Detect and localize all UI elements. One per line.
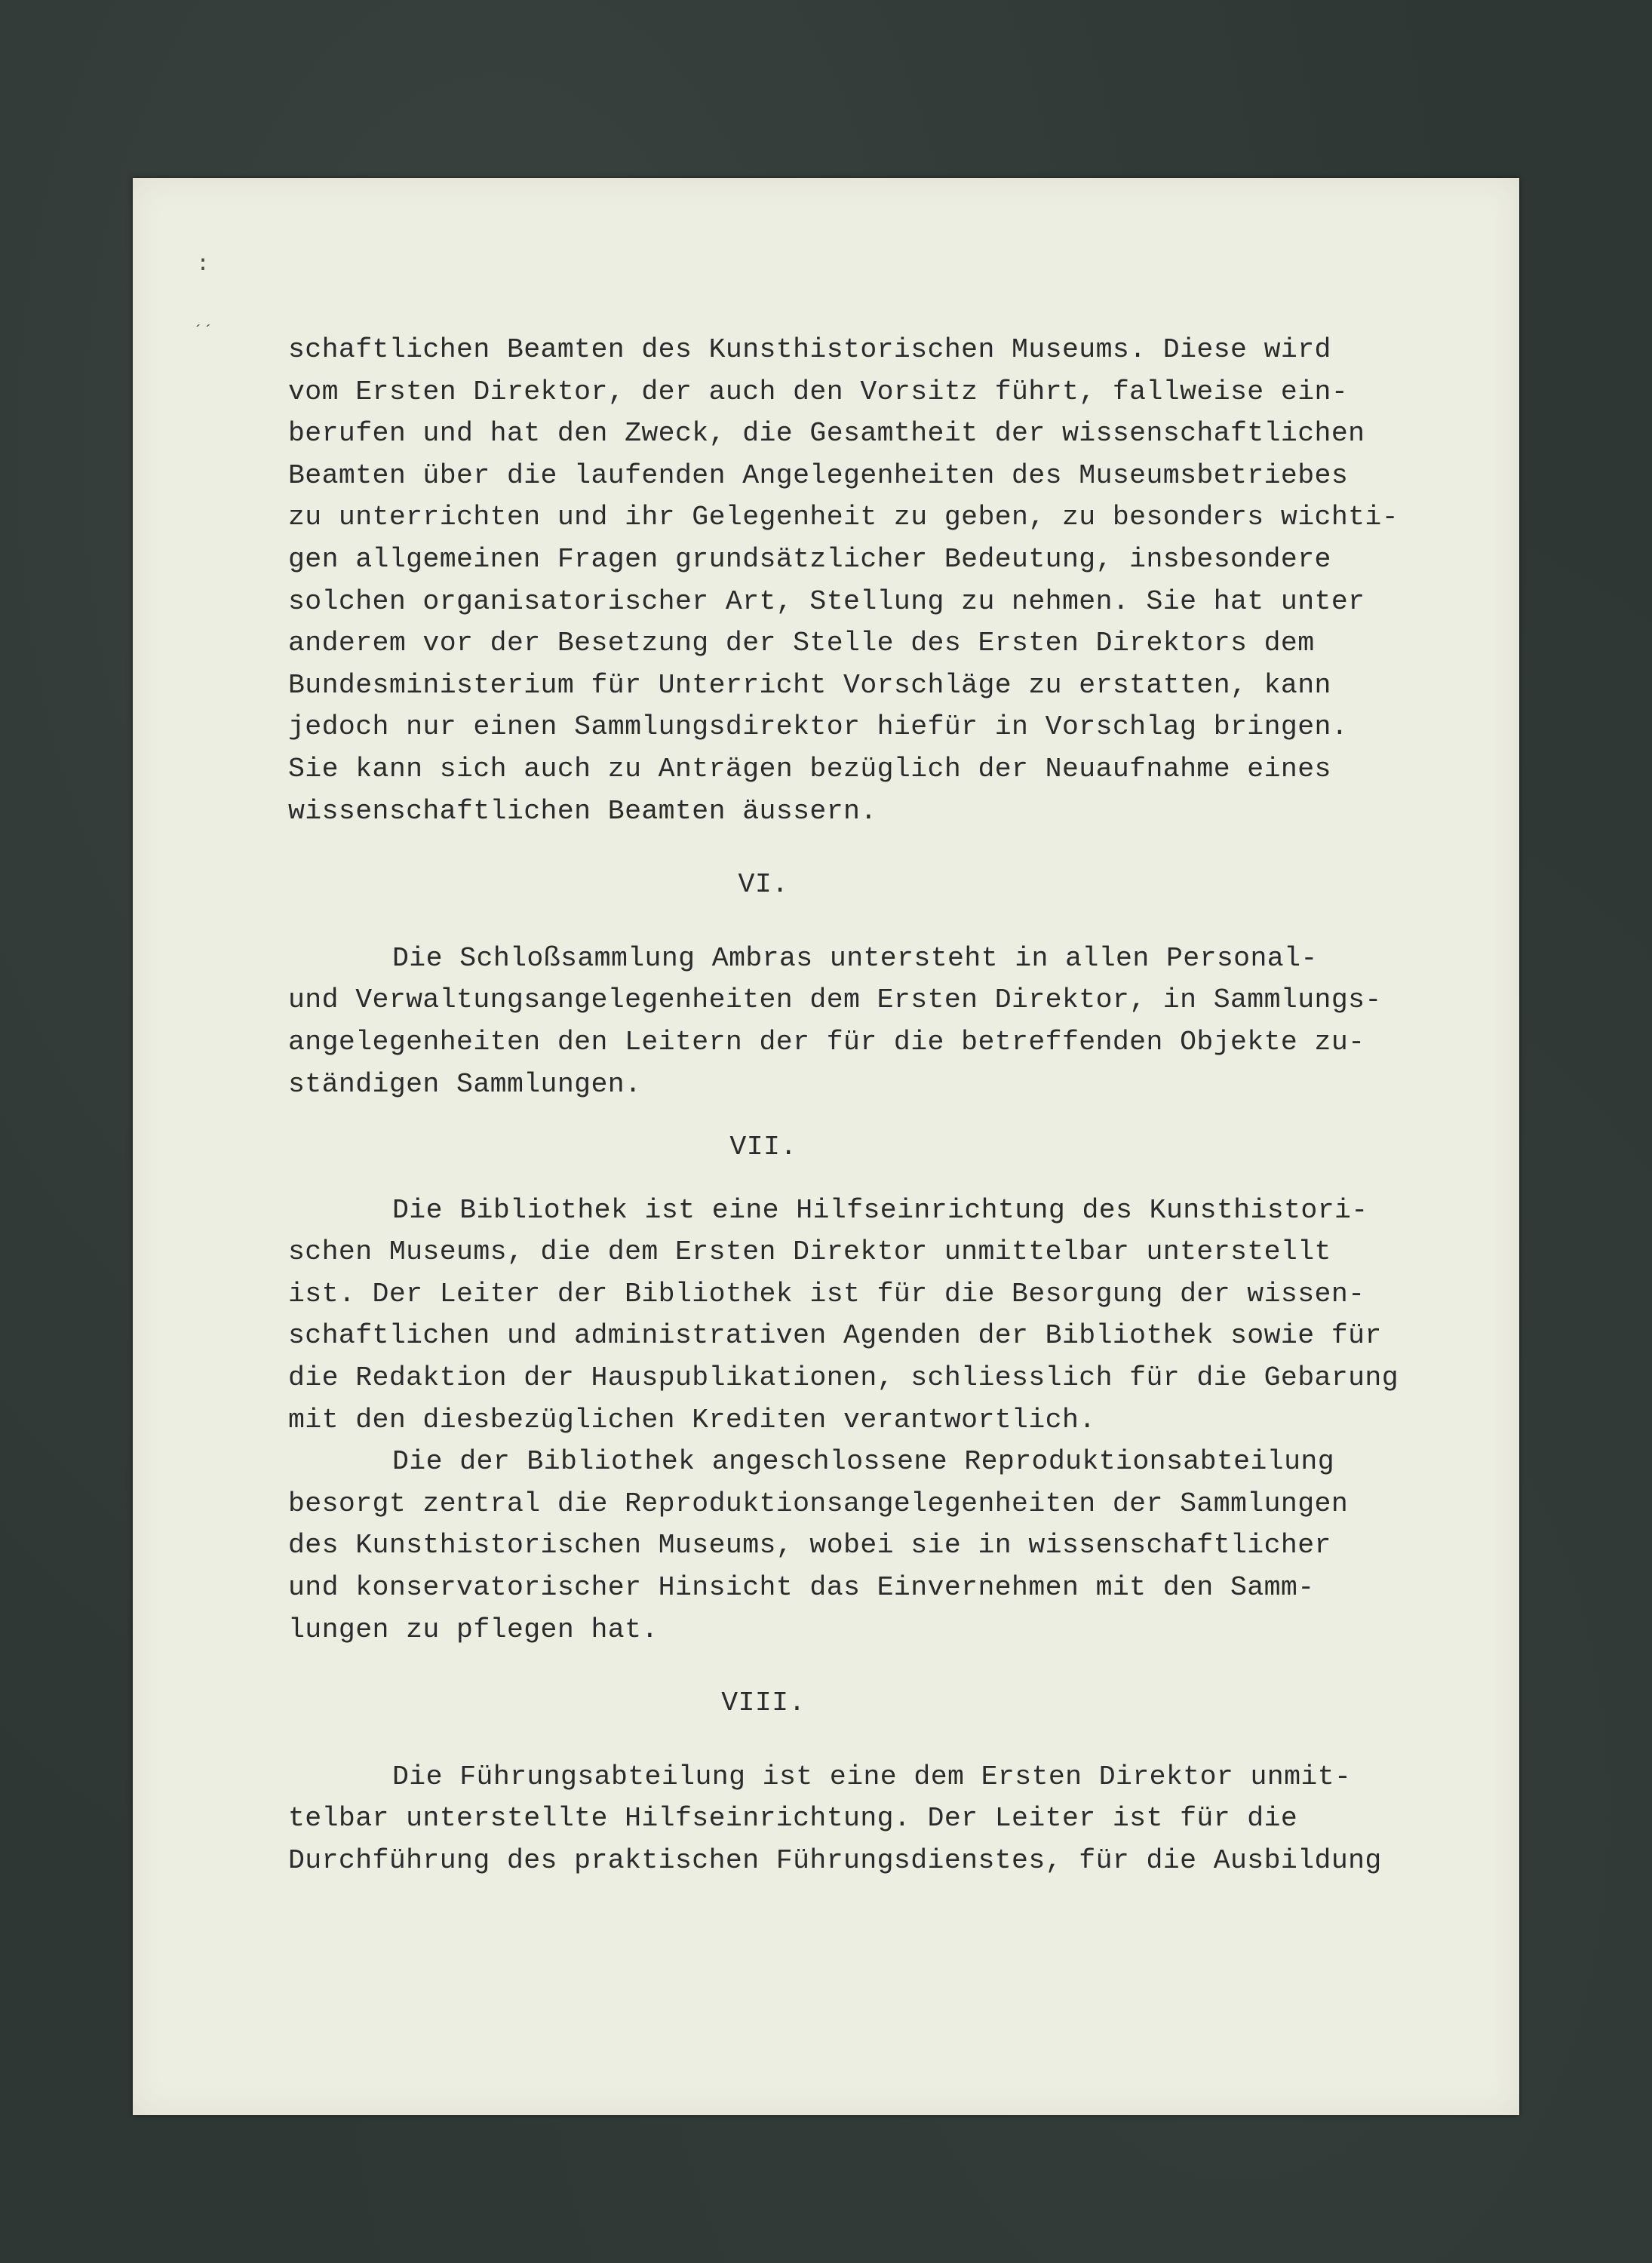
spacer xyxy=(288,1105,1389,1126)
section-viii-paragraph xyxy=(288,1756,1389,1882)
text-line: schen Museums, die dem Ersten Direktor unmittelbar unterstellt xyxy=(288,1236,1331,1268)
text-line: besorgt zentral die Reproduktionsangelegenheiten der Sammlungen xyxy=(288,1488,1349,1519)
spacer xyxy=(288,1168,1389,1190)
text-line: die Redaktion der Hauspublikationen, schliesslich für die Gebarung xyxy=(288,1362,1399,1394)
text-line: berufen und hat den Zweck, die Gesamtheit der wissenschaftlichen xyxy=(288,418,1365,450)
text-line: Die Bibliothek ist eine Hilfseinrichtung des Kunsthistori- xyxy=(392,1194,1368,1226)
text-line: ist. Der Leiter der Bibliothek ist für die Besorgung der wissen- xyxy=(288,1278,1365,1310)
text-line: telbar unterstellte Hilfseinrichtung. Der Leiter ist für die xyxy=(288,1803,1298,1835)
text-line: lungen zu pflegen hat. xyxy=(288,1614,659,1645)
margin-mark-ticks: ´´ xyxy=(193,323,213,342)
text-line: Die Schloßsammlung Ambras untersteht in allen Personal- xyxy=(392,942,1318,974)
spacer xyxy=(288,1724,1389,1756)
text-line: solchen organisatorischer Art, Stellung zu nehmen. Sie hat unter xyxy=(288,585,1365,617)
text-line: schaftlichen Beamten des Kunsthistorischen Museums. Diese wird xyxy=(288,334,1331,365)
text-line: vom Ersten Direktor, der auch den Vorsitz führt, fallweise ein- xyxy=(288,376,1349,407)
section-vi-paragraph xyxy=(288,938,1389,1105)
text-line: Die der Bibliothek angeschlossene Reproduktionsabteilung xyxy=(392,1446,1334,1478)
text-line: Die Führungsabteilung ist eine dem Ersten Direktor unmit- xyxy=(392,1761,1352,1792)
section-heading-vii: VII. xyxy=(729,1132,797,1163)
text-line: schaftlichen und administrativen Agenden der Bibliothek sowie für xyxy=(288,1320,1382,1352)
text-line: wissenschaftlichen Beamten äussern. xyxy=(288,795,877,827)
margin-mark-colon: : xyxy=(196,252,210,278)
spacer xyxy=(288,906,1389,938)
spacer xyxy=(288,832,1389,864)
section-heading-vi: VI. xyxy=(738,869,789,901)
typed-text-body xyxy=(288,329,1399,1882)
text-line: Durchführung des praktischen Führungsdienstes, für die Ausbildung xyxy=(288,1845,1382,1876)
document-page xyxy=(133,178,1519,2115)
text-line: anderem vor der Besetzung der Stelle des Ersten Direktors dem xyxy=(288,628,1315,659)
section-vii-paragraph-1 xyxy=(288,1190,1399,1442)
text-line: Sie kann sich auch zu Anträgen bezüglich der Neuaufnahme eines xyxy=(288,753,1331,785)
spacer xyxy=(288,1650,1389,1682)
text-line: des Kunsthistorischen Museums, wobei sie in wissenschaftlicher xyxy=(288,1530,1331,1561)
intro-paragraph xyxy=(288,329,1399,832)
text-line: Bundesministerium für Unterricht Vorschläge zu erstatten, kann xyxy=(288,669,1331,701)
text-line: und konservatorischer Hinsicht das Einvernehmen mit den Samm- xyxy=(288,1572,1315,1604)
text-line: mit den diesbezüglichen Krediten verantwortlich. xyxy=(288,1404,1096,1435)
text-line: angelegenheiten den Leitern der für die betreffenden Objekte zu- xyxy=(288,1026,1365,1058)
text-line: und Verwaltungsangelegenheiten dem Ersten Direktor, in Sammlungs- xyxy=(288,984,1382,1016)
text-line: gen allgemeinen Fragen grundsätzlicher Bedeutung, insbesondere xyxy=(288,543,1331,575)
text-line: jedoch nur einen Sammlungsdirektor hiefür in Vorschlag bringen. xyxy=(288,711,1349,743)
section-vii-paragraph-2 xyxy=(288,1441,1389,1650)
text-line: zu unterrichten und ihr Gelegenheit zu geben, zu besonders wichti- xyxy=(288,502,1399,533)
text-line: Beamten über die laufenden Angelegenheiten des Museumsbetriebes xyxy=(288,459,1349,491)
section-heading-viii: VIII. xyxy=(721,1687,806,1719)
text-line: ständigen Sammlungen. xyxy=(288,1068,642,1100)
